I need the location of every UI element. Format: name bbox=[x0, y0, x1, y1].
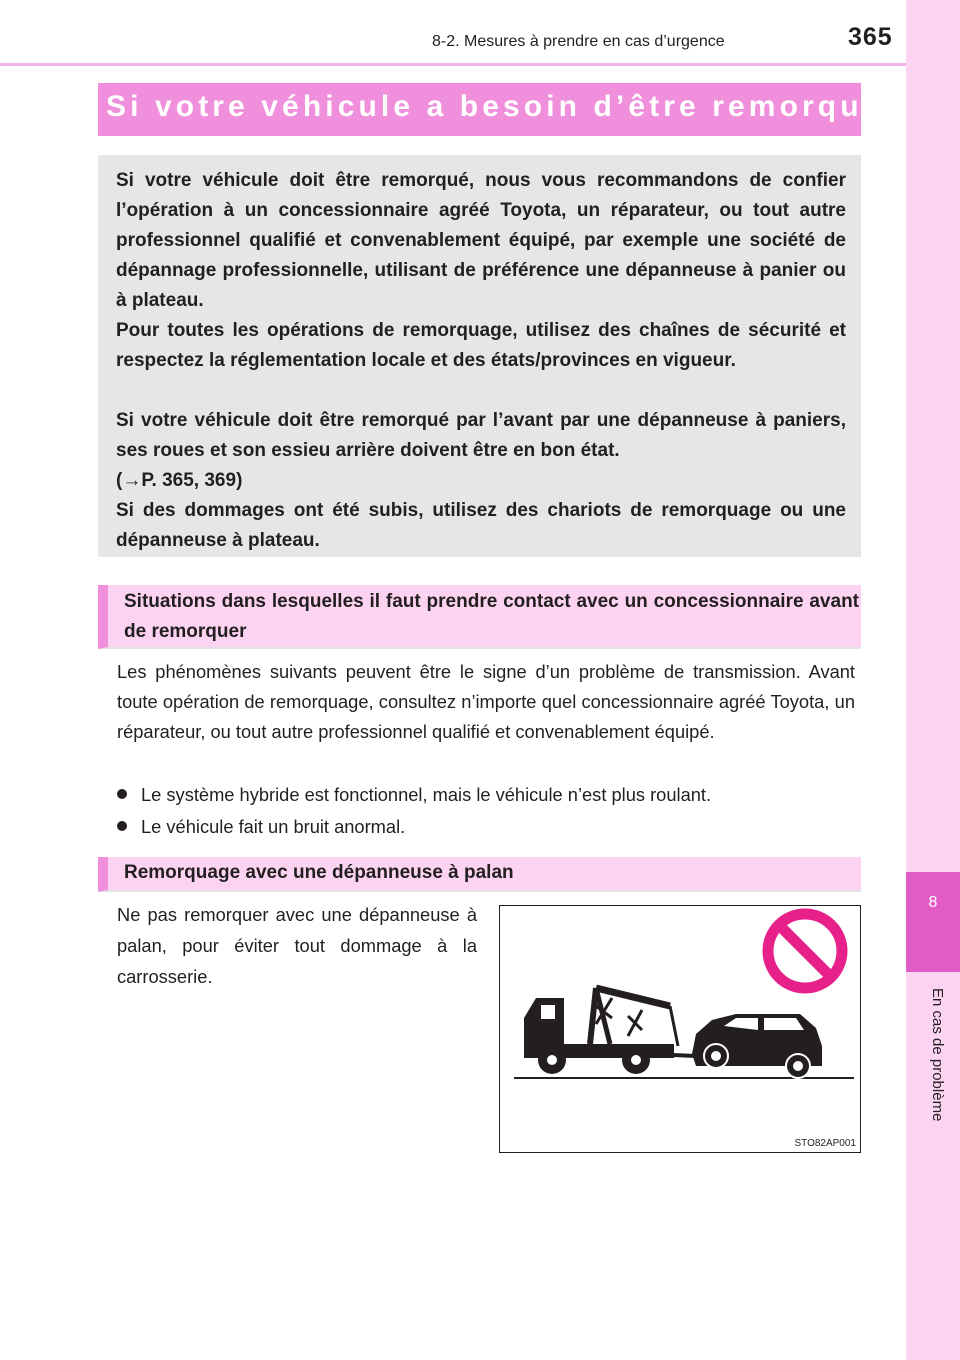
side-strip bbox=[906, 0, 960, 1360]
intro-paragraph-4: Si des dommages ont été subis, utilisez des chariots de remorquage ou une dépanneuse à plateau. bbox=[116, 500, 846, 551]
intro-paragraph-2: Pour toutes les opérations de remorquage, utilisez des chaînes de sécurité et respectez la réglementation locale et des états/provinces en vigueur. bbox=[116, 320, 846, 371]
bullet-icon bbox=[117, 821, 127, 831]
header-section-title: 8-2. Mesures à prendre en cas d’urgence bbox=[432, 33, 725, 50]
intro-box bbox=[98, 155, 861, 557]
intro-paragraph-1: Si votre véhicule doit être remorqué, nous vous recommandons de confier l’opération à un concessionnaire agréé Toyota, un réparateur, ou tout autre professionnel qualifié et convenablement équipé, par exemple une société de dépannage professionnelle, utilisant de préférence une dépanneuse à panier ou à plateau. bbox=[116, 170, 846, 311]
intro-reference: (→P. 365, 369) bbox=[116, 470, 243, 491]
section-heading: Remorquage avec une dépanneuse à palan bbox=[124, 862, 514, 883]
bullet-icon bbox=[117, 789, 127, 799]
prohibition-icon bbox=[768, 914, 842, 988]
section-heading-bar bbox=[98, 857, 861, 892]
section-heading: Situations dans lesquelles il faut prendre contact avec un concessionnaire avant de remorquer bbox=[124, 591, 859, 642]
figure-code: STO82AP001 bbox=[794, 1138, 856, 1149]
list-item-text: Le véhicule fait un bruit anormal. bbox=[141, 816, 406, 837]
tow-truck-icon bbox=[524, 988, 696, 1074]
page-title: Si votre véhicule a besoin d’être remorqué bbox=[106, 90, 884, 123]
towed-car-icon bbox=[692, 1014, 822, 1078]
list-item-text: Le système hybride est fonctionnel, mais le véhicule n’est plus roulant. bbox=[141, 784, 712, 805]
no-wheel-lift-illustration bbox=[500, 906, 862, 1154]
section-heading-bar bbox=[98, 585, 861, 649]
header-rule bbox=[0, 63, 906, 66]
page-number: 365 bbox=[848, 23, 893, 51]
section-body: Les phénomènes suivants peuvent être le signe d’un problème de transmission. Avant toute opération de remorquage, consultez n’importe quel concessionnaire agréé Toyota, un réparateur, ou tout autre professionnel qualifié et convenablement équipé. bbox=[117, 661, 855, 742]
list-item bbox=[117, 780, 711, 810]
section-body: Ne pas remorquer avec une dépanneuse à palan, pour éviter tout dommage à la carrosserie. bbox=[117, 904, 477, 987]
chapter-label: En cas de problème bbox=[929, 988, 946, 1122]
intro-paragraph-3: Si votre véhicule doit être remorqué par l’avant par une dépanneuse à paniers, ses roues et son essieu arrière doivent être en bon état. bbox=[116, 410, 846, 461]
tow-truck-figure bbox=[499, 905, 861, 1153]
chapter-tab bbox=[906, 872, 960, 972]
list-item bbox=[117, 812, 405, 842]
chapter-number: 8 bbox=[928, 894, 938, 911]
